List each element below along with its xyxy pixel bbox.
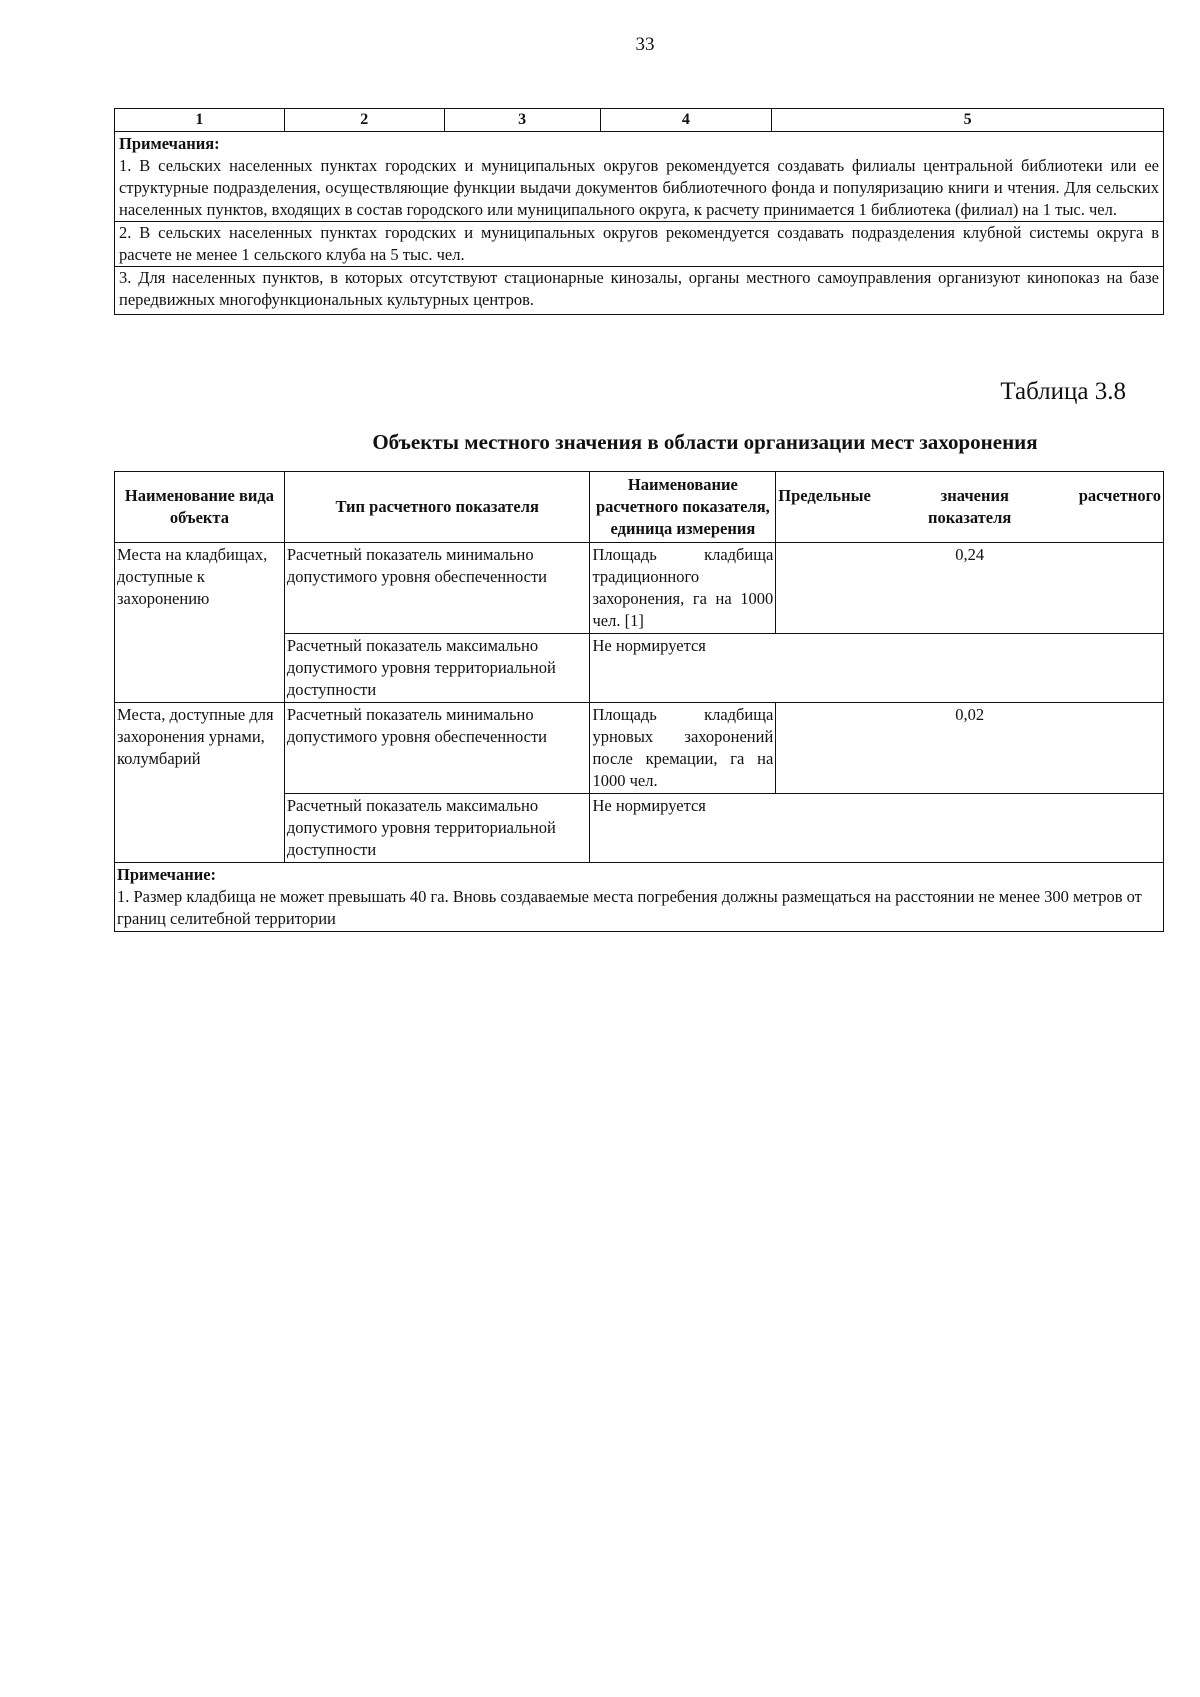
limit-value-cell: 0,24: [776, 543, 1164, 634]
notes-row: [115, 132, 1164, 315]
note-cell: [115, 863, 1164, 932]
indicator-type-cell: Расчетный показатель минимально допустимого уровня обеспеченности: [284, 703, 590, 794]
table-label: Таблица 3.8: [1000, 378, 1126, 405]
limit-value-cell: 0,02: [776, 703, 1164, 794]
column-number: 2: [284, 109, 444, 132]
not-normalized-cell: Не нормируется: [590, 794, 1164, 863]
indicator-name-cell: Площадь кладбища традиционного захоронения, га на 1000 чел. [1]: [590, 543, 776, 634]
indicator-type-cell: Расчетный показатель минимально допустимого уровня обеспеченности: [284, 543, 590, 634]
column-number: 3: [444, 109, 600, 132]
column-number-row: [115, 109, 1164, 132]
header-limit-word: значения: [940, 486, 1009, 505]
not-normalized-cell: Не нормируется: [590, 634, 1164, 703]
column-number: 4: [600, 109, 772, 132]
table-title: Объекты местного значения в области организации мест захоронения: [372, 430, 1038, 454]
header-limit-word: Предельные: [778, 486, 871, 505]
object-cell: Места на кладбищах, доступные к захоронению: [115, 543, 285, 703]
header-limit-word: расчетного: [1078, 486, 1161, 505]
table-row: [115, 543, 1164, 634]
note-row: [115, 863, 1164, 932]
indicator-type-cell: Расчетный показатель максимально допустимого уровня территориальной доступности: [284, 794, 590, 863]
indicator-name-cell: Площадь кладбища урновых захоронений после кремации, га на 1000 чел.: [590, 703, 776, 794]
header-limit-word: показателя: [927, 508, 1012, 527]
table-row: [115, 703, 1164, 794]
continuation-table: [114, 108, 1164, 315]
page-number: 33: [635, 34, 655, 55]
object-cell: Места, доступные для захоронения урнами, колумбарий: [115, 703, 285, 863]
note-title: Примечание:: [117, 865, 217, 884]
header-row: [115, 472, 1164, 543]
note-item: 3. Для населенных пунктов, в которых отсутствуют стационарные кинозалы, органы местного самоуправления организуют кинопоказ на базе передвижных многофункциональных культурных центров.: [115, 266, 1163, 311]
note-text: 1. Размер кладбища не может превышать 40 га. Вновь создаваемые места погребения должны размещаться на расстоянии не менее 300 метров от границ селитебной территории: [117, 887, 1142, 928]
notes-title: Примечания:: [119, 134, 220, 153]
column-number: 1: [115, 109, 285, 132]
note-item: 2. В сельских населенных пунктах городских и муниципальных округов рекомендуется создавать подразделения клубной системы округа в расчете не менее 1 сельского клуба на 5 тыс. чел.: [115, 221, 1163, 266]
column-number: 5: [772, 109, 1164, 132]
header-indicator-type: Тип расчетного показателя: [284, 472, 590, 543]
header-limit-values: [776, 472, 1164, 543]
header-indicator-name: Наименование расчетного показателя, единица измерения: [590, 472, 776, 543]
notes-cell: [115, 132, 1164, 315]
header-object-type: Наименование вида объекта: [115, 472, 285, 543]
note-item: 1. В сельских населенных пунктах городских и муниципальных округов рекомендуется создавать филиалы центральной библиотеки или ее структурные подразделения, осуществляющие функции выдачи документов библиотечного фонда и популяризацию книги и чтения. Для сельских населенных пунктов, входящих в состав городского или муниципального округа, к расчету принимается 1 библиотека (филиал) на 1 тыс. чел.: [119, 156, 1159, 219]
indicator-type-cell: Расчетный показатель максимально допустимого уровня территориальной доступности: [284, 634, 590, 703]
burial-places-table: [114, 471, 1164, 932]
